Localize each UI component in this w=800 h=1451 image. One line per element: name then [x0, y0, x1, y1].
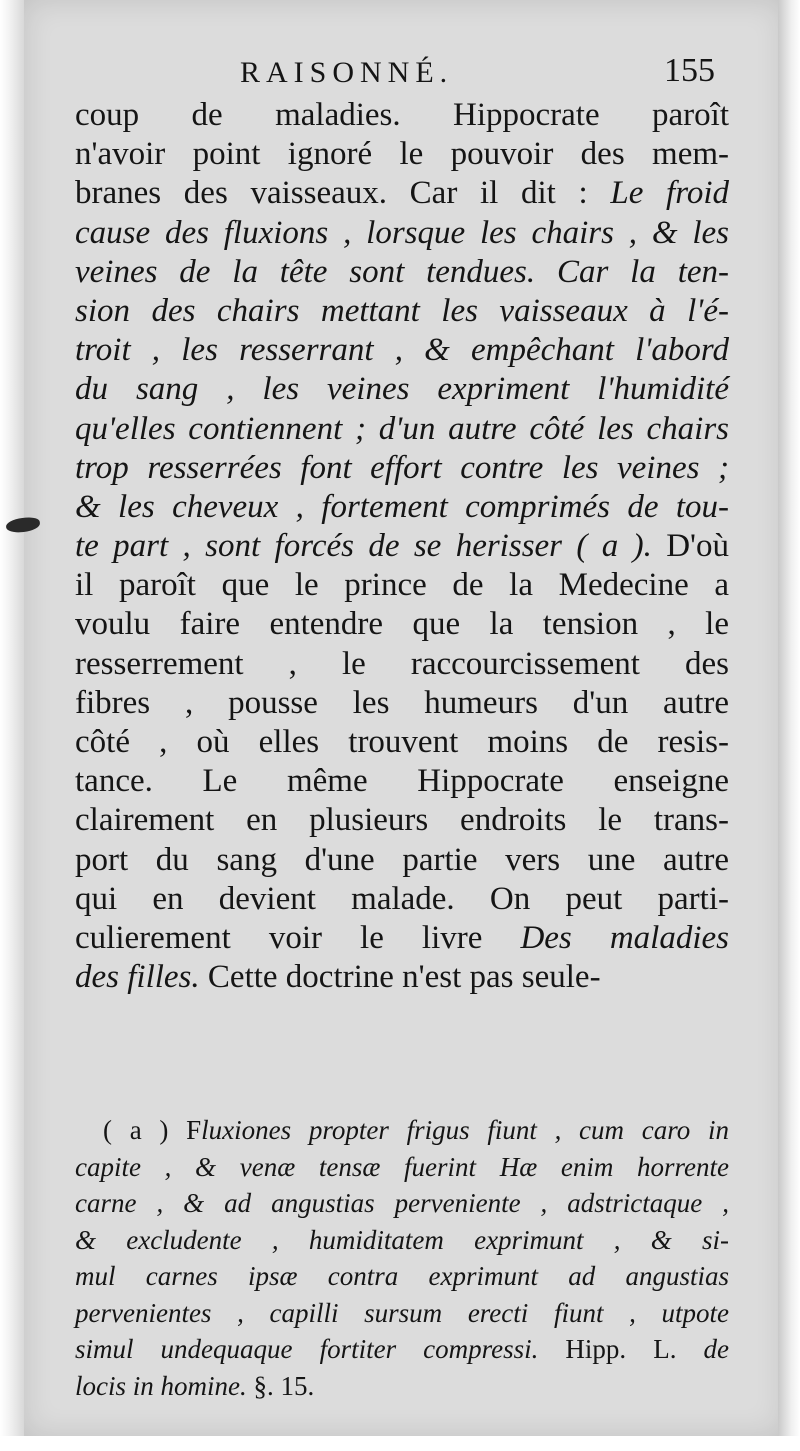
- italic-text-segment: & excludente , humiditatem exprimunt , & si-: [75, 1224, 729, 1255]
- text-line: [75, 919, 729, 958]
- footnote-line: [75, 1185, 729, 1222]
- footnote-line: [75, 1149, 729, 1186]
- text-line: [75, 488, 729, 527]
- footnote-block: [75, 1112, 729, 1404]
- roman-text-segment: port du sang d'une partie vers une autre: [75, 841, 729, 878]
- text-line: [75, 253, 729, 292]
- italic-text-segment: & les cheveux , fortement comprimés de tou-: [75, 488, 729, 525]
- roman-text-segment: fibres , pousse les humeurs d'un autre: [75, 684, 729, 721]
- italic-text-segment: troit , les resserrant , & empêchant l'abord: [75, 332, 729, 369]
- text-line: [75, 174, 729, 213]
- italic-text-segment: de: [703, 1334, 729, 1364]
- footnote-line: [75, 1331, 729, 1368]
- italic-text-segment: mul carnes ipsæ contra exprimunt ad angustias: [75, 1261, 729, 1291]
- italic-text-segment: sion des chairs mettant les vaisseaux à l'é-: [75, 292, 729, 329]
- roman-text-segment: tance. Le même Hippocrate enseigne: [75, 763, 729, 800]
- text-line: [75, 370, 729, 409]
- text-line: [75, 135, 729, 174]
- roman-text-segment: §. 15.: [253, 1370, 315, 1401]
- footnote-line: [75, 1222, 729, 1259]
- italic-text-segment: Le froid: [610, 175, 729, 212]
- scan-bottom-margin: [0, 1436, 800, 1451]
- roman-text-segment: qui en devient malade. On peut parti-: [75, 880, 729, 917]
- italic-text-segment: qu'elles contiennent ; d'un autre côté les chairs: [75, 410, 729, 447]
- text-line: [75, 958, 729, 997]
- roman-text-segment: il paroît que le prince de la Medecine a: [75, 567, 729, 604]
- text-line: [75, 331, 729, 370]
- scan-right-margin: [778, 0, 800, 1451]
- italic-text-segment: Des maladies: [520, 919, 729, 956]
- footnote-line: [75, 1295, 729, 1332]
- roman-text-segment: côté , où elles trouvent moins de resis-: [75, 724, 729, 760]
- scan-left-margin: [0, 0, 24, 1451]
- roman-text-segment: Cette doctrine n'est pas seule-: [207, 959, 601, 996]
- text-line: [75, 801, 729, 840]
- roman-text-segment: coup de maladies. Hippocrate paroît: [75, 97, 729, 133]
- roman-text-segment: voulu faire entendre que la tension , le: [75, 606, 729, 643]
- italic-text-segment: veines de la tête sont tendues. Car la ten-: [75, 253, 729, 290]
- page-header: [75, 52, 715, 96]
- text-line: [75, 880, 729, 919]
- text-line: [75, 566, 729, 605]
- roman-text-segment: resserrement , le raccourcissement des: [75, 645, 729, 682]
- main-text-block: [75, 96, 729, 997]
- footnote-line: [75, 1258, 729, 1295]
- italic-text-segment: carne , & ad angustias perveniente , adstrictaque ,: [75, 1188, 729, 1218]
- roman-text-segment: clairement en plusieurs endroits le trans-: [75, 802, 729, 839]
- italic-text-segment: luxiones propter frigus fiunt , cum caro in: [201, 1115, 729, 1145]
- text-line: [75, 410, 729, 449]
- footnote-line: [75, 1368, 729, 1405]
- italic-text-segment: locis in homine.: [75, 1370, 254, 1401]
- text-line: [75, 645, 729, 684]
- italic-text-segment: trop resserrées font effort contre les veines ;: [75, 449, 729, 486]
- italic-text-segment: des filles.: [75, 959, 208, 996]
- text-line: [75, 762, 729, 801]
- text-line: [75, 292, 729, 331]
- footnote-line: [75, 1112, 729, 1149]
- italic-text-segment: simul undequaque fortiter compressi.: [75, 1334, 566, 1364]
- running-head: RAISONNÉ.: [240, 56, 454, 89]
- text-line: [75, 527, 729, 566]
- roman-text-segment: culierement voir le livre: [75, 919, 521, 956]
- text-line: [75, 214, 729, 253]
- roman-text-segment: ( a ) F: [103, 1115, 202, 1145]
- page-number: 155: [664, 52, 715, 89]
- italic-text-segment: te part , sont forcés de se herisser ( a ).: [75, 528, 667, 565]
- text-line: [75, 449, 729, 488]
- text-line: [75, 96, 729, 135]
- text-line: [75, 605, 729, 644]
- italic-text-segment: pervenientes , capilli sursum erecti fiunt , utpote: [75, 1297, 729, 1328]
- text-line: [75, 841, 729, 880]
- italic-text-segment: cause des fluxions , lorsque les chairs , & les: [75, 214, 729, 251]
- italic-text-segment: du sang , les veines expriment l'humidité: [75, 371, 729, 408]
- text-line: [75, 723, 729, 762]
- text-line: [75, 684, 729, 723]
- roman-text-segment: Hipp. L.: [565, 1334, 704, 1364]
- roman-text-segment: branes des vaisseaux. Car il dit :: [75, 175, 611, 212]
- roman-text-segment: D'où: [666, 528, 729, 565]
- roman-text-segment: n'avoir point ignoré le pouvoir des mem-: [75, 136, 729, 173]
- italic-text-segment: capite , & venæ tensæ fuerint Hæ enim horrente: [75, 1151, 729, 1182]
